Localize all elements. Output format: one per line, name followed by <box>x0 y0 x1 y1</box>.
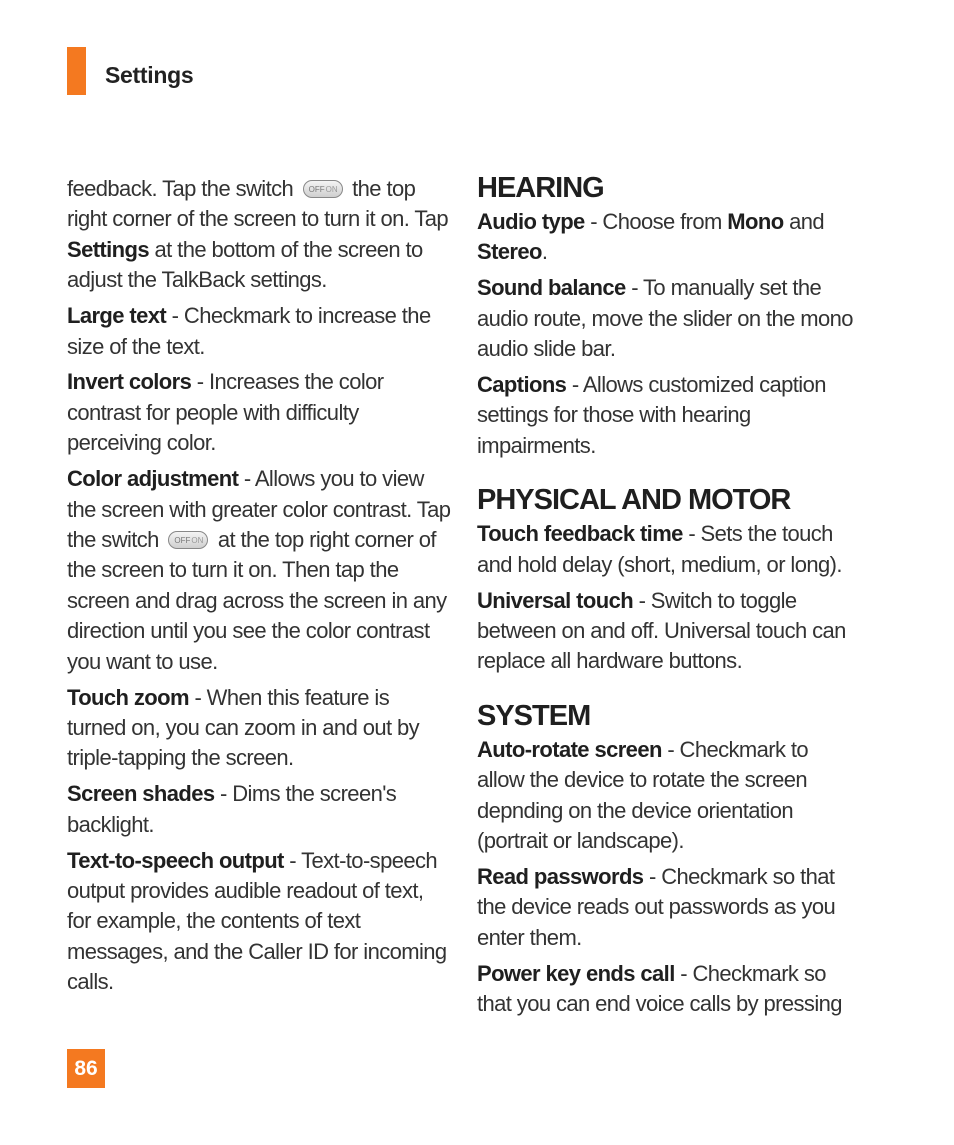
read-passwords-item: Read passwords - Checkmark so that the device reads out passwords as you enter them. <box>477 863 836 950</box>
off-on-switch-icon: OFF ON <box>168 531 208 549</box>
right-column <box>477 174 857 1025</box>
large-text-item: Large text - Checkmark to increase the size of the text. <box>67 303 431 359</box>
off-on-switch-icon: OFF ON <box>303 180 343 198</box>
color-adjustment-item: Color adjustment - Allows you to view the screen with greater color contrast. Tap the switch OFF ON at the top right corner of the screen to turn it on. Then tap the screen and drag across the screen in any direction until you see the color contrast you want to use. <box>67 466 451 674</box>
invert-colors-item: Invert colors - Increases the color contrast for people with difficulty perceiving color. <box>67 369 384 456</box>
touch-zoom-item: Touch zoom - When this feature is turned on, you can zoom in and out by triple-tapping the screen. <box>67 684 420 771</box>
talkback-paragraph: feedback. Tap the switch OFF ON the top right corner of the screen to turn it on. Tap Settings at the bottom of the screen to adjust the TalkBack settings. <box>67 176 449 293</box>
universal-touch-item: Universal touch - Switch to toggle between on and off. Universal touch can replace all hardware buttons. <box>477 587 846 674</box>
touch-feedback-item: Touch feedback time - Sets the touch and hold delay (short, medium, or long). <box>477 521 842 577</box>
screen-shades-item: Screen shades - Dims the screen's backlight. <box>67 781 397 837</box>
system-heading: SYSTEM <box>477 699 591 732</box>
section-title: Settings <box>105 62 194 88</box>
captions-item: Captions - Allows customized caption settings for those with hearing impairments. <box>477 372 826 458</box>
audio-type-item: Audio type - Choose from Mono and Stereo. <box>477 209 824 265</box>
hearing-heading: HEARING <box>477 172 604 204</box>
tts-output-item: Text-to-speech output - Text-to-speech output provides audible readout of text, for example, the contents of text messages, and the Caller ID for incoming calls. <box>67 847 447 995</box>
physical-motor-heading: PHYSICAL AND MOTOR <box>477 484 791 517</box>
section-accent-bar <box>67 47 86 95</box>
auto-rotate-item: Auto-rotate screen - Checkmark to allow the device to rotate the screen depnding on the device orientation (portrait or landscape). <box>477 736 809 853</box>
sound-balance-item: Sound balance - To manually set the audio route, move the slider on the mono audio slide bar. <box>477 275 853 362</box>
left-column <box>67 174 452 1003</box>
power-key-item: Power key ends call - Checkmark so that you can end voice calls by pressing <box>477 960 842 1017</box>
page-number: 86 <box>67 1049 105 1088</box>
